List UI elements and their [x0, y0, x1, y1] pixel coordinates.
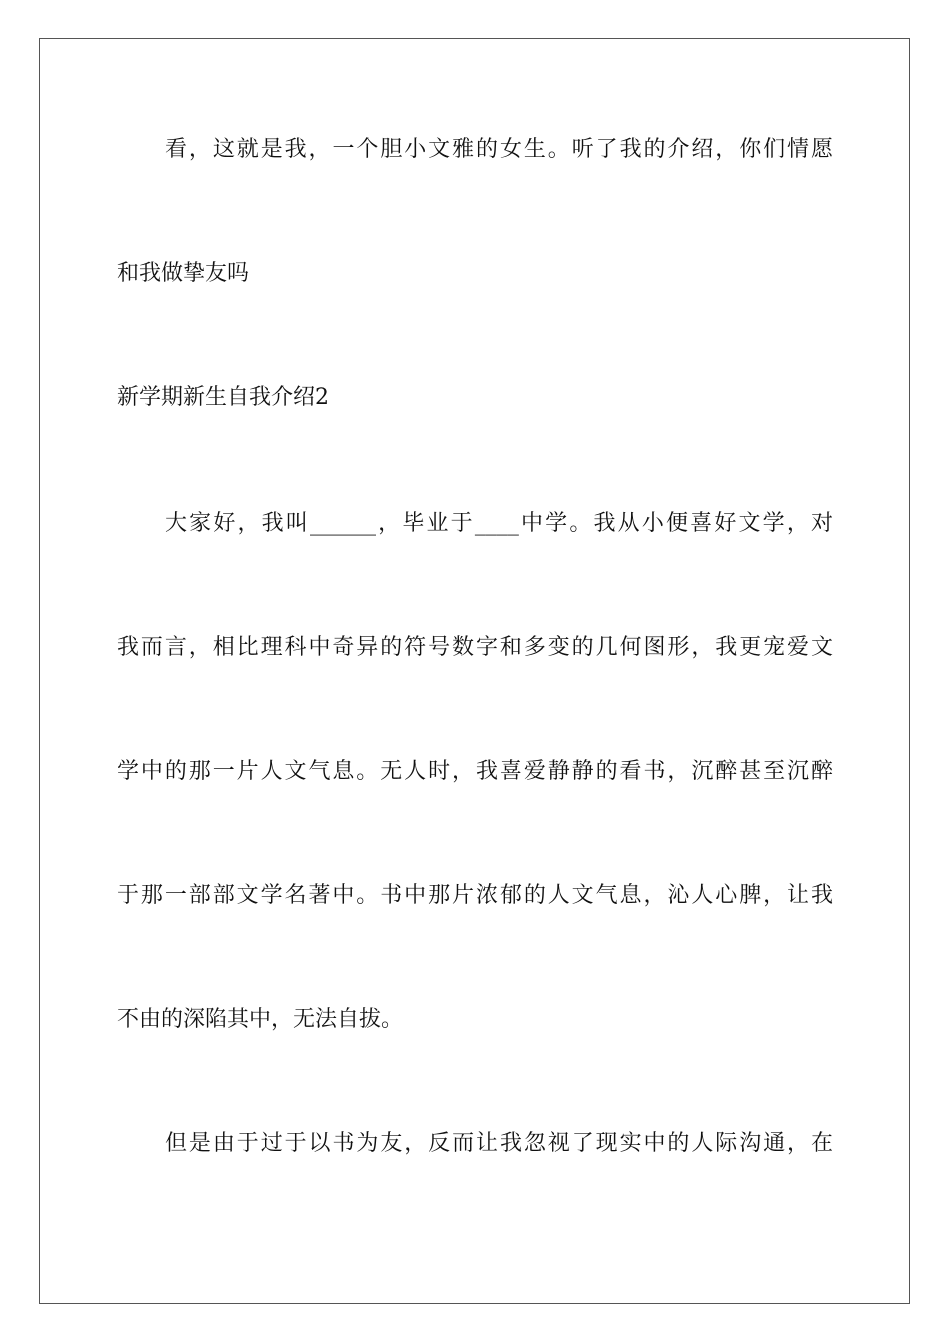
paragraph-line-6: 于那一部部文学名著中。书中那片浓郁的人文气息，沁人心脾，让我: [117, 883, 833, 908]
paragraph-line-1: 看，这就是我，一个胆小文雅的女生。听了我的介绍，你们情愿: [165, 137, 833, 162]
page-border: [39, 38, 910, 1304]
paragraph-line-7: 不由的深陷其中，无法自拔。: [117, 1007, 404, 1032]
paragraph-line-2: 和我做挚友吗: [117, 261, 250, 286]
section-heading: 新学期新生自我介绍2: [117, 385, 329, 410]
paragraph-line-8: 但是由于过于以书为友，反而让我忽视了现实中的人际沟通，在: [165, 1131, 833, 1156]
paragraph-line-5: 学中的那一片人文气息。无人时，我喜爱静静的看书，沉醉甚至沉醉: [117, 759, 833, 784]
paragraph-line-4: 我而言，相比理科中奇异的符号数字和多变的几何图形，我更宠爱文: [117, 635, 833, 660]
paragraph-line-3: 大家好，我叫______，毕业于____中学。我从小便喜好文学，对: [165, 511, 833, 536]
